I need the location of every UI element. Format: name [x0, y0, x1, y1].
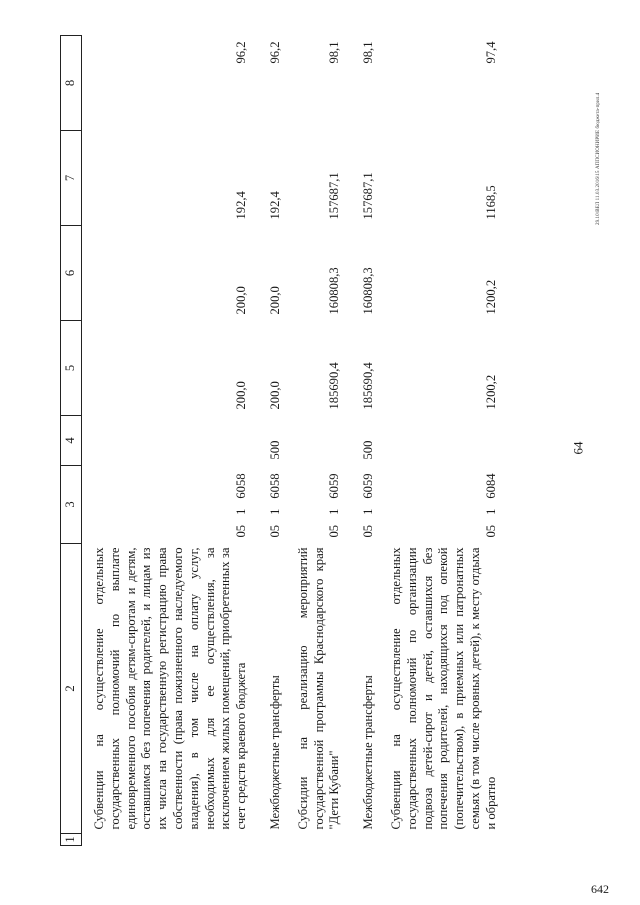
row-code — [286, 466, 345, 544]
code-section: 05 — [327, 524, 342, 538]
header-col-4: 4 — [61, 416, 82, 466]
code-item: 6058 — [267, 473, 282, 499]
page-number: 64 — [570, 441, 586, 455]
row-expense-type: 500 — [361, 440, 376, 460]
row-col-8: 96,2 — [234, 41, 249, 64]
row-code — [345, 466, 379, 544]
table-row — [379, 36, 502, 846]
row-col-7: 192,4 — [234, 191, 249, 220]
row-col-6: 200,0 — [267, 286, 282, 315]
row-code — [252, 466, 286, 544]
code-sub: 1 — [361, 508, 376, 515]
row-expense-type — [82, 416, 252, 466]
row-expense-type: 500 — [267, 440, 282, 460]
code-section: 05 — [361, 524, 376, 538]
row-col-5: 1200,2 — [483, 374, 498, 410]
row-col-6: 1200,2 — [483, 279, 498, 315]
row-description: Межбюджетные трансферты — [267, 675, 282, 830]
code-section: 05 — [267, 524, 282, 538]
code-item: 6084 — [483, 473, 498, 499]
code-item: 6059 — [361, 473, 376, 499]
row-col-5: 200,0 — [267, 381, 282, 410]
row-col-8: 98,1 — [327, 41, 342, 64]
row-description: Межбюджетные трансферты — [361, 675, 376, 830]
row-col-8: 96,2 — [267, 41, 282, 64]
code-sub: 1 — [234, 508, 249, 515]
header-col-8: 8 — [61, 36, 82, 131]
row-col-5: 200,0 — [234, 381, 249, 410]
table-row — [82, 36, 252, 846]
code-item: 6058 — [234, 473, 249, 499]
footer-path: 29.10\ВЕЛ 11.03.2016\15 АППСИОНИРИЕ бюджета-прил.4 — [596, 92, 601, 225]
code-item: 6059 — [327, 473, 342, 499]
code-sub: 1 — [327, 508, 342, 515]
code-section: 05 — [234, 524, 249, 538]
code-sub: 1 — [483, 508, 498, 515]
row-expense-type — [379, 416, 502, 466]
table-row — [286, 36, 345, 846]
header-col-6: 6 — [61, 226, 82, 321]
sheet-number: 642 — [591, 882, 609, 896]
row-col-6: 160808,3 — [361, 267, 376, 315]
row-col-7: 192,4 — [267, 191, 282, 220]
header-col-5: 5 — [61, 321, 82, 416]
row-col-5: 185690,4 — [361, 362, 376, 410]
header-col-2: 2 — [61, 544, 82, 834]
code-section: 05 — [483, 524, 498, 538]
row-description: Субвенции на осуществление отдельных государственных полномочий по выплате единовременного пособия детям-сиротам и детям, оставшимся без попечения родителей, и лицам из их числа на государственную регистрацию права собственности (права пожизненного наследуемого владения), в том числе на оплату услуг, необходимых для ее осуществления, за исключением жилых помещений, приобретенных за счет средств краевого бюджета — [92, 547, 249, 830]
row-code — [379, 466, 502, 544]
table-row — [252, 36, 286, 846]
row-description: Субвенции на осуществление отдельных государственных полномочий по организации подвоза детей-сирот и детей, оставшихся без попечения родителей, находящихся под опекой (попечительством), в приемных или патронатных семьях (в том числе кровных детей), к месту отдыха и обратно — [388, 547, 498, 830]
row-col-8: 97,4 — [483, 41, 498, 64]
budget-table-rotated — [60, 36, 500, 846]
budget-table — [60, 35, 502, 846]
row-col-6: 160808,3 — [327, 267, 342, 315]
row-col-5: 185690,4 — [327, 362, 342, 410]
header-col-3: 3 — [61, 466, 82, 544]
row-col-7: 1168,5 — [483, 185, 498, 220]
table-row — [345, 36, 379, 846]
header-col-1: 1 — [61, 834, 82, 846]
row-col-8: 98,1 — [361, 41, 376, 64]
row-col-6: 200,0 — [234, 286, 249, 315]
row-col-7: 157687,1 — [361, 172, 376, 220]
header-col-7: 7 — [61, 131, 82, 226]
row-code — [82, 466, 252, 544]
row-col-7: 157687,1 — [327, 172, 342, 220]
table-header-row — [61, 36, 82, 846]
row-expense-type — [286, 416, 345, 466]
code-sub: 1 — [267, 508, 282, 515]
row-description: Субсидии на реализацию мероприятий государственной программы Краснодарского края "Дети Кубани" — [295, 547, 342, 830]
